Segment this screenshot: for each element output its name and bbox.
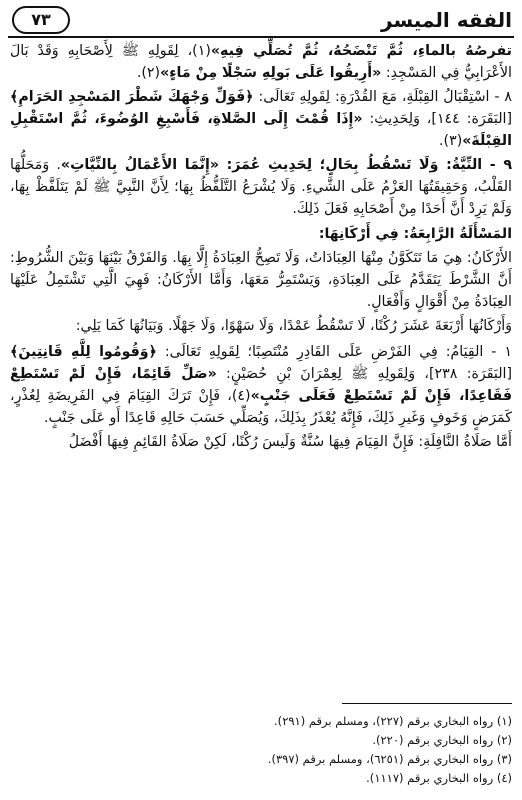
text-run: . وَمَحَلُّهَا القَلْبُ، وَحَقِيقَتُهَا العَزْمُ عَلَى الشَّيءِ. وَلَا يُشْرَعُ التَّلَفُّظُ بِهَا؛ لِأَنَّ النَّبِيَّ ﷺ لَمْ يَتَلَفَّظْ بِهَا، وَلَمْ يَرِدْ أَنَّ أَحَدًا مِنْ أَصْحَابِهِ فَعَلَ ذَلِكَ. <box>10 157 512 217</box>
footnotes <box>10 712 512 788</box>
text-run: (٣). <box>439 133 463 149</box>
text-run: (٤)، فَإِنْ تَرَكَ القِيَامَ فِي الفَرِيضَةِ لِعُذْرٍ، كَمَرَضٍ وَخَوفٍ وَغَيرِ ذَلِكَ، فَإِنَّهُ يُعْذَرُ بِذَلِكَ، وَيُصَلِّي حَسَبَ حَالِهِ قَاعِدًا أَو عَلَى جَنْبٍ. <box>10 388 512 426</box>
page-number-badge: ٧٣ <box>12 6 70 34</box>
text-run: (٢). <box>136 65 161 81</box>
main-text <box>10 40 512 455</box>
text-run: «إِذَا قُمْتَ إِلَى الصَّلاةِ، فَأَسْبِغِ الوُضُوءَ، ثُمَّ اسْتَقْبِلِ القِبْلَةَ» <box>10 111 512 149</box>
text-run: ١ - القِيَامُ: فِي الفَرْضِ عَلَى القَادِرِ مُنْتَصِبًا؛ لِقَولِهِ تَعَالَى: <box>156 344 512 360</box>
paragraph <box>10 86 512 152</box>
text-run: أَمَّا صَلَاةُ النَّافِلَةِ: فَإِنَّ القِيَامَ فِيهَا سُنَّةٌ وَلَيسَ رُكْنًا، لَكِنْ صَلَاةُ القَائِمِ فِيهَا أَفْضَلُ <box>68 434 512 450</box>
footnote-divider <box>342 703 512 704</box>
footnote: (٤) رواه البخاري برقم (١١١٧). <box>366 771 512 785</box>
footnote: (١) رواه البخاري برقم (٢٢٧)، ومسلم برقم (٢٩١). <box>274 714 512 728</box>
text-run: ٩ - النِّيَّةُ: وَلَا تَسْقُطُ بِحَالٍ؛ لِحَدِيثِ عُمَرَ: <box>218 157 512 173</box>
text-run: ﴿فَوَلِّ وَجْهَكَ شَطْرَ المَسْجِدِ الحَرَامِ﴾ <box>10 89 254 105</box>
text-run: «صَلِّ قَائِمًا، فَإِنْ لَمْ تَسْتَطِعْ فَقَاعِدًا، فَإِنْ لَمْ تَسْتَطِعْ فَعَلَى جَنْبٍ» <box>10 366 512 404</box>
text-run: الأَرْكَانُ: هِيَ مَا تَتَكَوَّنُ مِنْهَا العِبَادَاتُ، وَلَا تَصِحُّ العِبَادَةُ إِلَّا بِهَا. وَالفَرْقُ بَيْنَهَا وَبَيْنَ الشُّرُوطِ: أَنَّ الشَّرْطَ يَتَقَدَّمُ عَلَى العِبَادَةِ، وَيَسْتَمِرُّ مَعَهَا، وَأَمَّا الأَرْكَانُ: فَهِيَ الَّتِي تَشْتَمِلُ عَلَيْهَا العِبَادَةُ مِنْ أَقْوَالٍ وَأَفْعَالٍ. <box>10 250 512 310</box>
paragraph <box>10 341 512 429</box>
footnote: (٢) رواه البخاري برقم (٢٢٠). <box>372 733 512 747</box>
section-subheading: المَسْأَلَةُ الرَّابِعَةُ: فِي أَرْكَانِهَا: <box>318 226 512 242</box>
text-run: [البَقَرَة: ١٤٤]، وَلِحَدِيثِ: <box>362 111 513 127</box>
book-title: الفقه الميسر <box>381 8 512 32</box>
paragraph <box>10 40 512 84</box>
footnote: (٣) رواه البخاري برقم (٦٢٥١)، ومسلم برقم (٣٩٧). <box>267 752 512 766</box>
text-run: ﴿وَقُومُوا لِلَّهِ قَانِتِينَ﴾ <box>10 344 157 360</box>
text-run: «إِنَّمَا الأَعْمَالُ بِالنِّيَّاتِ» <box>60 157 219 173</box>
paragraph <box>10 154 512 220</box>
paragraph <box>10 431 512 453</box>
paragraph <box>10 247 512 313</box>
text-run: «أَرِيقُوا عَلَى بَولِهِ سَجْلًا مِنْ مَاءٍ» <box>160 65 382 81</box>
paragraph <box>10 315 512 337</box>
page-header <box>8 6 514 38</box>
text-run: ٨ - اسْتِقْبَالُ القِبْلَةِ، مَعَ القُدْرَةِ: لِقَولِهِ تَعَالَى: <box>253 89 512 105</box>
text-run: [البَقَرَة: ٢٣٨]، وَلِقَولِهِ ﷺ لِعِمْرَانَ بْنِ حُصَيْنٍ: <box>216 366 512 382</box>
text-run: وَأَرْكَانُهَا أَرْبَعَةَ عَشَرَ رُكْنًا، لَا تَسْقُطُ عَمْدًا، وَلَا سَهْوًا، وَلَا جَهْلًا. وَبَيَانُهَا كَمَا يَلِي: <box>75 318 512 334</box>
text-run: (١)، لِقَولِهِ ﷺ لِأَصْحَابِهِ وَقَدْ بَالَ الأَعْرَابِيُّ فِي المَسْجِدِ: <box>10 43 512 81</box>
text-run: تفرصُهُ بالماءِ، ثُمَّ تَنْضَحُهُ، ثُمَّ تُصَلِّي فِيهِ» <box>210 43 512 59</box>
